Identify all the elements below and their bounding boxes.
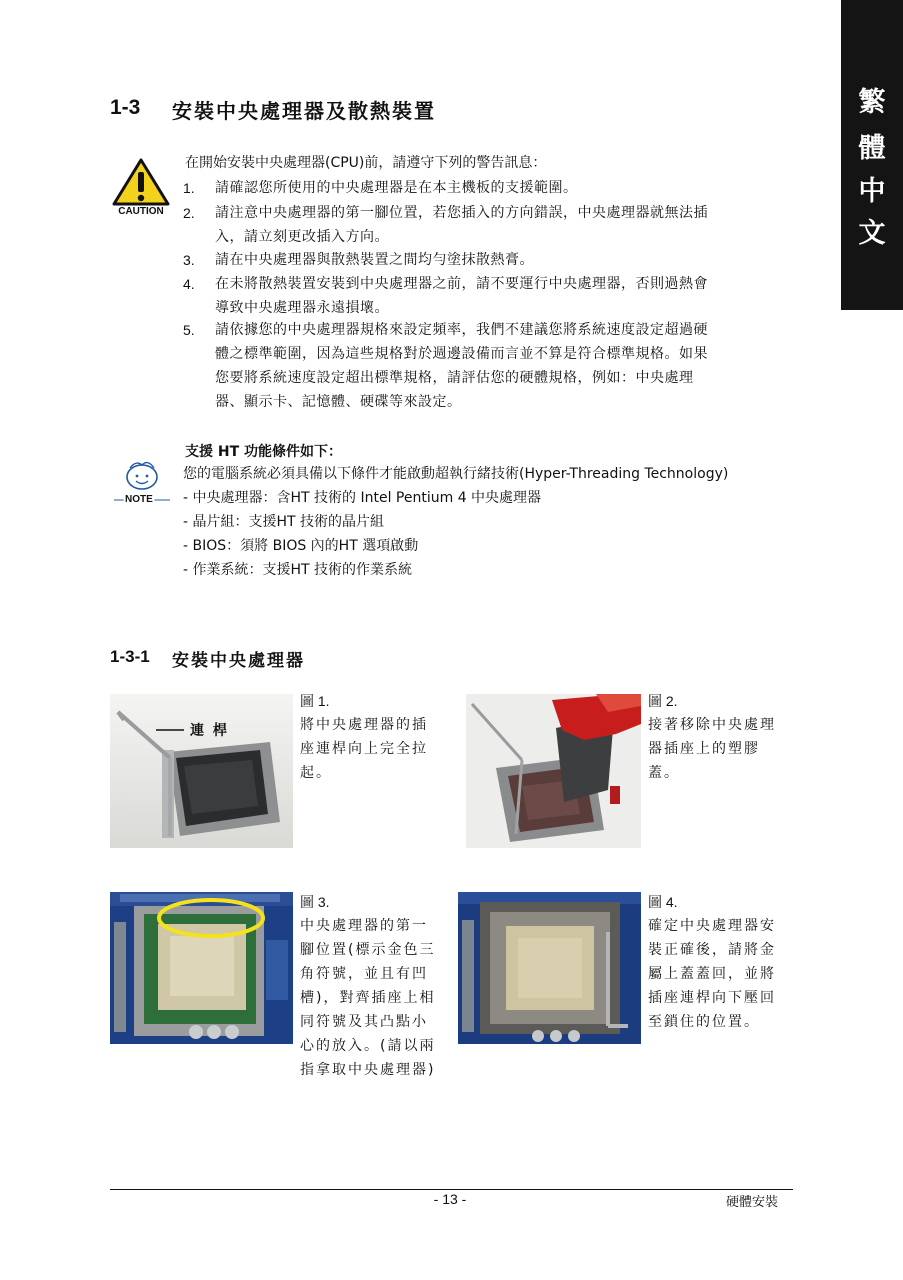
caption-line: 將中央處理器的插 bbox=[300, 717, 428, 733]
caption-line: 指拿取中央處理器) bbox=[300, 1062, 436, 1078]
caution-item-line: 您要將系統速度設定超出標準規格，請評估您的硬體規格，例如：中央處理 bbox=[215, 370, 694, 386]
caution-item-line: 入，請立刻更改插入方向。 bbox=[215, 229, 389, 245]
figure-2-caption bbox=[648, 689, 798, 785]
page-number: - 13 - bbox=[433, 1191, 467, 1207]
figure-3-photo bbox=[110, 892, 293, 1044]
caution-item bbox=[215, 272, 795, 320]
lever-label: 連 桿 bbox=[190, 723, 229, 739]
caution-item-line: 請在中央處理器與散熱裝置之間均勻塗抹散熱膏。 bbox=[215, 252, 534, 268]
caption-line: 屬上蓋蓋回，並將 bbox=[648, 966, 776, 982]
caution-item-line: 在未將散熱裝置安裝到中央處理器之前，請不要運行中央處理器，否則過熱會 bbox=[215, 276, 708, 292]
side-tab-char: 文 bbox=[858, 218, 886, 249]
caption-line: 確定中央處理器安 bbox=[648, 918, 776, 934]
caption-line: 至鎖住的位置。 bbox=[648, 1014, 760, 1030]
caution-item-line: 導致中央處理器永遠損壞。 bbox=[215, 300, 389, 316]
figure-label: 圖 3. bbox=[300, 894, 330, 910]
note-smiley-icon bbox=[112, 456, 172, 508]
footer-rule bbox=[110, 1189, 793, 1190]
side-tab-char: 中 bbox=[858, 176, 886, 207]
caution-intro: 在開始安裝中央處理器(CPU)前，請遵守下列的警告訊息： bbox=[185, 155, 547, 171]
caption-line: 蓋。 bbox=[648, 765, 680, 781]
side-tab-char: 繁 bbox=[858, 87, 886, 118]
caution-item-line: 器、顯示卡、記憶體、硬碟等來設定。 bbox=[215, 394, 462, 410]
caption-line: 插座連桿向下壓回 bbox=[648, 990, 776, 1006]
caption-line: 裝正確後，請將金 bbox=[648, 942, 776, 958]
caption-line: 中央處理器的第一 bbox=[300, 918, 428, 934]
note-line: - 中央處理器：含HT 技術的 Intel Pentium 4 中央處理器 bbox=[183, 490, 542, 506]
subsection-number: 1-3-1 bbox=[110, 647, 150, 666]
caption-line: 角符號，並且有凹 bbox=[300, 966, 428, 982]
caption-line: 接著移除中央處理 bbox=[648, 717, 776, 733]
note-line: - 晶片組：支援HT 技術的晶片組 bbox=[183, 514, 385, 530]
caution-item-number: 3. bbox=[183, 252, 195, 268]
caution-item bbox=[215, 176, 795, 200]
section-number: 1-3 bbox=[110, 96, 141, 119]
caution-item bbox=[215, 318, 795, 414]
caution-item bbox=[215, 201, 795, 249]
figure-label: 圖 1. bbox=[300, 693, 330, 709]
caution-item-line: 請注意中央處理器的第一腳位置，若您插入的方向錯誤，中央處理器就無法插 bbox=[215, 205, 708, 221]
side-tab-char: 體 bbox=[858, 133, 886, 164]
figure-2-photo bbox=[466, 694, 641, 848]
caution-item bbox=[215, 248, 795, 272]
subsection-title: 安裝中央處理器 bbox=[172, 651, 305, 671]
section-title: 安裝中央處理器及散熱裝置 bbox=[172, 99, 436, 123]
caution-item-line: 請確認您所使用的中央處理器是在本主機板的支援範圍。 bbox=[215, 180, 578, 196]
caption-line: 器插座上的塑膠 bbox=[648, 741, 760, 757]
caution-item-number: 4. bbox=[183, 276, 195, 292]
note-line: 您的電腦系統必須具備以下條件才能啟動超執行緒技術(Hyper-Threading Technology) bbox=[183, 466, 729, 482]
caption-line: 座連桿向上完全拉 bbox=[300, 741, 428, 757]
caution-item-number: 1. bbox=[183, 180, 195, 196]
note-heading: 支援 HT 功能條件如下： bbox=[185, 444, 343, 460]
figure-4-photo bbox=[458, 892, 641, 1044]
caution-label: CAUTION bbox=[118, 206, 164, 217]
caution-item-line: 體之標準範圍，因為這些規格對於週邊設備而言並不算是符合標準規格。如果 bbox=[215, 346, 708, 362]
note-label: NOTE bbox=[125, 494, 153, 505]
figure-label: 圖 4. bbox=[648, 894, 678, 910]
note-line: - BIOS：須將 BIOS 內的HT 選項啟動 bbox=[183, 538, 419, 554]
note-line: - 作業系統：支援HT 技術的作業系統 bbox=[183, 562, 413, 578]
caption-line: 心的放入。(請以兩 bbox=[300, 1038, 436, 1054]
caption-line: 槽)，對齊插座上相 bbox=[300, 990, 436, 1006]
language-side-tab bbox=[841, 0, 903, 310]
figure-1-caption bbox=[300, 689, 450, 785]
caution-item-line: 請依據您的中央處理器規格來設定頻率，我們不建議您將系統速度設定超過硬 bbox=[215, 322, 708, 338]
caption-line: 起。 bbox=[300, 765, 332, 781]
caution-item-number: 2. bbox=[183, 205, 195, 221]
caption-line: 腳位置(標示金色三 bbox=[300, 942, 436, 958]
figure-3-caption bbox=[300, 890, 450, 1082]
figure-1-photo bbox=[110, 694, 293, 848]
figure-label: 圖 2. bbox=[648, 693, 678, 709]
caption-line: 同符號及其凸點小 bbox=[300, 1014, 428, 1030]
figure-4-caption bbox=[648, 890, 798, 1034]
footer-title: 硬體安裝 bbox=[726, 1195, 779, 1210]
caution-item-number: 5. bbox=[183, 322, 195, 338]
